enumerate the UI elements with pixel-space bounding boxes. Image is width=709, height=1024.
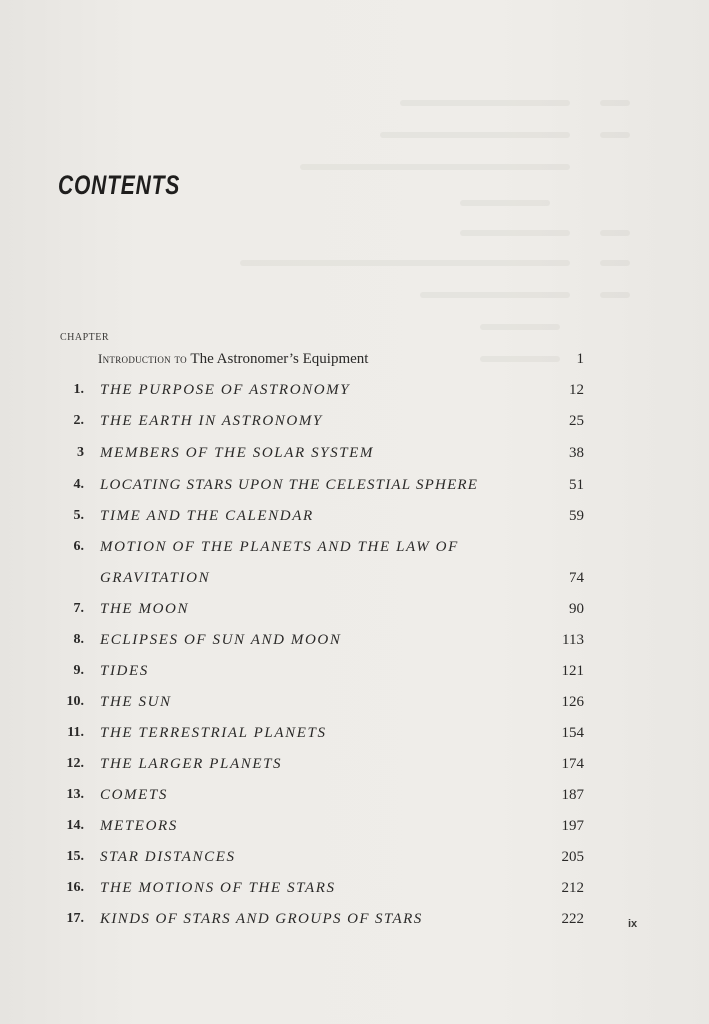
toc-row xyxy=(60,756,584,778)
page-number: 126 xyxy=(561,694,584,710)
chapter-title: GRAVITATION xyxy=(100,570,211,586)
chapter-number: 9. xyxy=(73,663,84,678)
chapter-number: 3 xyxy=(77,445,84,460)
chapter-title: METEORS xyxy=(100,818,178,834)
chapter-title: THE MOON xyxy=(100,601,190,617)
chapter-title: KINDS OF STARS AND GROUPS OF STARS xyxy=(100,911,423,927)
chapter-title: THE MOTIONS OF THE STARS xyxy=(100,880,336,896)
chapter-number: 1. xyxy=(73,382,84,397)
chapter-title: THE PURPOSE OF ASTRONOMY xyxy=(100,382,351,398)
toc-row xyxy=(60,632,584,654)
toc-row xyxy=(60,880,584,902)
chapter-number: 2. xyxy=(73,413,84,428)
toc-row xyxy=(60,413,584,435)
page-number: 12 xyxy=(569,382,584,398)
toc-row xyxy=(60,787,584,809)
chapter-title: MOTION OF THE PLANETS AND THE LAW OF xyxy=(100,539,459,555)
toc-intro-row xyxy=(98,351,584,371)
toc-row xyxy=(60,663,584,685)
chapter-number: 14. xyxy=(66,818,84,833)
chapter-title: COMETS xyxy=(100,787,168,803)
toc-row xyxy=(60,445,584,467)
toc-row xyxy=(60,849,584,871)
chapter-title: LOCATING STARS UPON THE CELESTIAL SPHERE xyxy=(100,477,479,493)
chapter-number: 6. xyxy=(73,539,84,554)
page-number: 222 xyxy=(561,911,584,927)
page-number: 38 xyxy=(569,445,584,461)
page-folio: ix xyxy=(628,918,638,930)
chapter-title: MEMBERS OF THE SOLAR SYSTEM xyxy=(100,445,375,461)
chapter-number: 7. xyxy=(73,601,84,616)
chapter-title: STAR DISTANCES xyxy=(100,849,236,865)
toc-row xyxy=(60,601,584,623)
toc-row xyxy=(60,382,584,404)
chapter-number: 4. xyxy=(73,477,84,492)
intro-page-number: 1 xyxy=(576,351,584,367)
chapter-number: 17. xyxy=(66,911,84,926)
chapter-title: THE LARGER PLANETS xyxy=(100,756,283,772)
page-number: 197 xyxy=(561,818,584,834)
page-number: 90 xyxy=(569,601,584,617)
page-number: 212 xyxy=(561,880,584,896)
chapter-title: THE EARTH IN ASTRONOMY xyxy=(100,413,323,429)
chapter-number: 15. xyxy=(66,849,84,864)
chapter-column-label: CHAPTER xyxy=(60,332,110,343)
intro-prefix: Introduction to xyxy=(98,351,187,366)
chapter-number: 13. xyxy=(66,787,84,802)
toc-row xyxy=(60,818,584,840)
chapter-number: 12. xyxy=(66,756,84,771)
page-number: 51 xyxy=(569,477,584,493)
page-number: 121 xyxy=(561,663,584,679)
chapter-number: 10. xyxy=(66,694,84,709)
chapter-number: 16. xyxy=(66,880,84,895)
page-number: 113 xyxy=(562,632,584,648)
page-number: 205 xyxy=(561,849,584,865)
toc-row xyxy=(60,477,584,499)
page-number: 59 xyxy=(569,508,584,524)
page-number: 25 xyxy=(569,413,584,429)
toc-row xyxy=(60,539,584,561)
toc-row-continuation xyxy=(60,570,584,592)
page-title: CONTENTS xyxy=(58,170,181,200)
chapter-number: 8. xyxy=(73,632,84,647)
chapter-number: 11. xyxy=(67,725,84,740)
page-number: 174 xyxy=(561,756,584,772)
toc-row xyxy=(60,911,584,933)
chapter-title: ECLIPSES OF SUN AND MOON xyxy=(100,632,342,648)
chapter-title: TIME AND THE CALENDAR xyxy=(100,508,314,524)
toc-row xyxy=(60,694,584,716)
chapter-title: THE TERRESTRIAL PLANETS xyxy=(100,725,327,741)
page-number: 74 xyxy=(569,570,584,586)
toc-row xyxy=(60,508,584,530)
intro-title: The Astronomer’s Equipment xyxy=(190,351,369,367)
chapter-number: 5. xyxy=(73,508,84,523)
toc-row xyxy=(60,725,584,747)
chapter-title: TIDES xyxy=(100,663,149,679)
page-number: 154 xyxy=(561,725,584,741)
page-number: 187 xyxy=(561,787,584,803)
chapter-title: THE SUN xyxy=(100,694,172,710)
